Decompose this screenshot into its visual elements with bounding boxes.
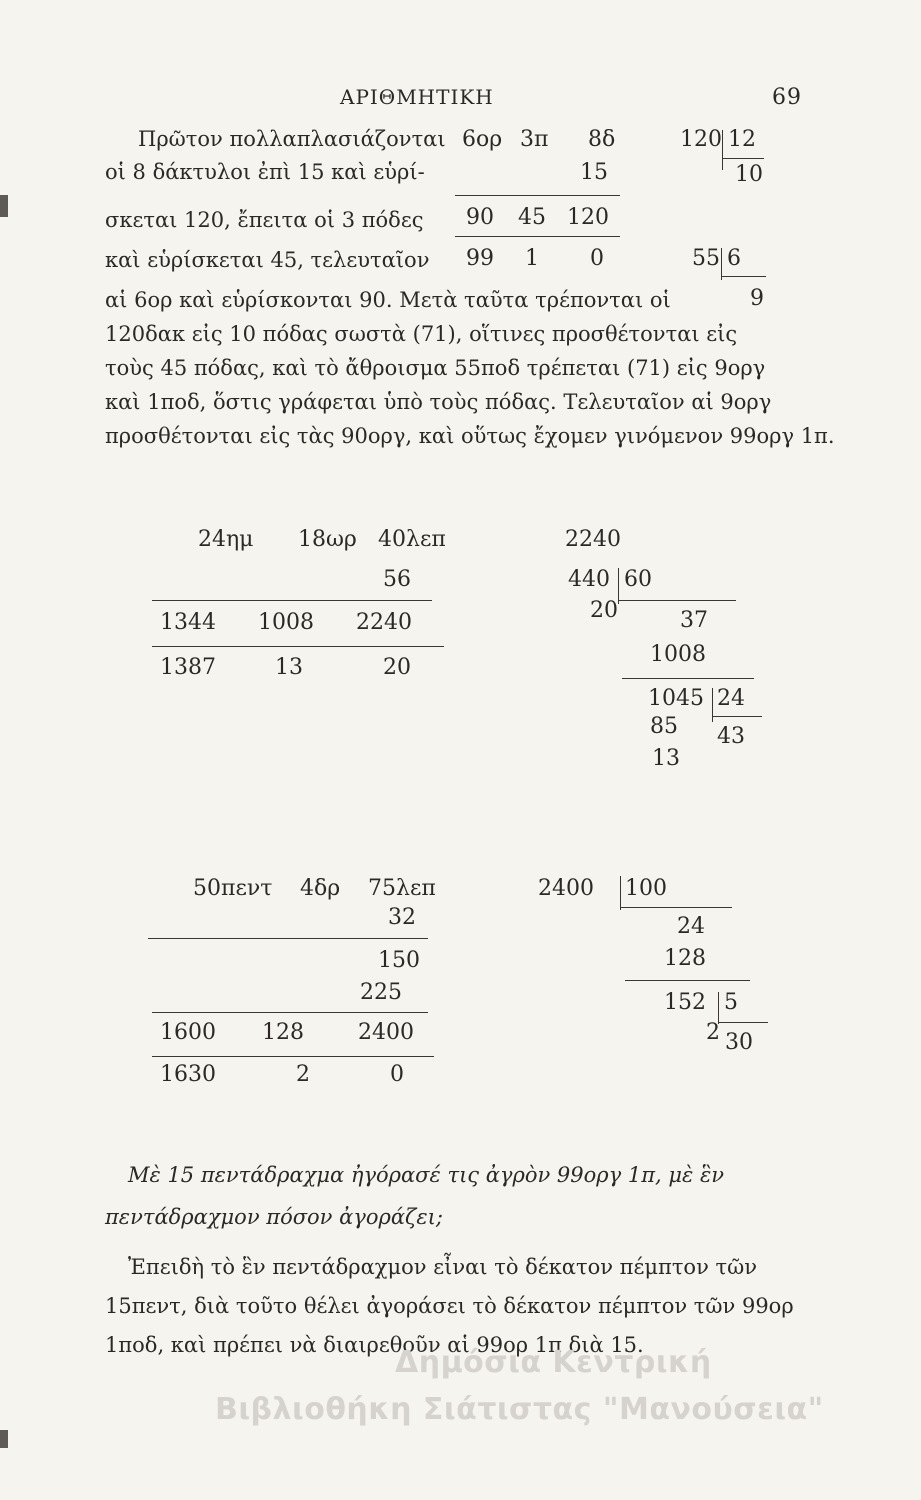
division-rule xyxy=(721,276,766,277)
div2-quotient: 37 xyxy=(680,608,708,633)
calc1-rule xyxy=(455,195,620,196)
div3-dividend: 2400 xyxy=(538,876,594,901)
div3-divisor: 5 xyxy=(724,990,738,1015)
div2-dividend: 2240 xyxy=(565,527,621,552)
intro-line: καὶ 1ποδ, ὅστις γράφεται ὑπὸ τοὺς πόδας. Τελευταῖον αἱ 9οργ xyxy=(105,390,772,414)
div3-divisor: 100 xyxy=(625,876,667,901)
calc3-partial: 2400 xyxy=(358,1020,414,1045)
intro-line: αἱ 6ορ καὶ εὑρίσκονται 90. Μετὰ ταῦτα τρέπονται οἱ xyxy=(105,288,671,312)
calc3-rule xyxy=(148,938,428,939)
calc3-subpartial: 150 xyxy=(378,948,420,973)
div2-divisor: 60 xyxy=(624,567,652,592)
page-edge-mark xyxy=(0,195,8,217)
calc3-rule xyxy=(152,1012,428,1013)
division-bar xyxy=(620,876,621,910)
calc1-quotient: 9 xyxy=(750,286,764,311)
calc3-partial: 1600 xyxy=(160,1020,216,1045)
calc2-cell: 24ημ xyxy=(198,527,254,552)
calc3-cell: 50πεντ xyxy=(193,876,273,901)
calc1-dividend: 120 xyxy=(680,127,722,152)
div2-quotient: 43 xyxy=(717,724,745,749)
calc3-result: 0 xyxy=(390,1062,404,1087)
page-edge-mark xyxy=(0,1430,8,1448)
intro-line: Πρῶτον πολλαπλασιάζονται xyxy=(138,127,446,151)
calc2-partial: 2240 xyxy=(356,610,412,635)
calc3-partial: 128 xyxy=(262,1020,304,1045)
calc3-multiplier: 32 xyxy=(388,905,416,930)
calc2-result: 13 xyxy=(275,655,303,680)
calc3-rule xyxy=(152,1056,434,1057)
intro-line: οἱ 8 δάκτυλοι ἐπὶ 15 καὶ εὑρί- xyxy=(105,160,425,184)
division-rule xyxy=(718,1022,768,1023)
division-bar xyxy=(618,568,619,604)
calc2-partial: 1344 xyxy=(160,610,216,635)
calc1-result: 99 xyxy=(466,246,494,271)
problem-answer: 15πεντ, διὰ τοῦτο θέλει ἀγοράσει τὸ δέκατον πέμπτον τῶν 99ορ xyxy=(105,1294,794,1318)
calc2-result: 1387 xyxy=(160,655,216,680)
calc2-cell: 40λεπ xyxy=(378,527,446,552)
calc3-cell: 4δρ xyxy=(300,876,341,901)
div3-quotient: 24 xyxy=(677,914,705,939)
division-rule xyxy=(722,158,764,159)
intro-line: τοὺς 45 πόδας, καὶ τὸ ἄθροισμα 55ποδ τρέπεται (71) εἰς 9οργ xyxy=(105,356,766,380)
calc1-cell: 8δ xyxy=(588,127,616,152)
calc1-partial: 45 xyxy=(518,205,546,230)
library-watermark: Δημόσια Κεντρική xyxy=(395,1345,712,1380)
problem-answer: 1ποδ, καὶ πρέπει νὰ διαιρεθοῦν αἱ 99ορ 1π διὰ 15. xyxy=(105,1333,644,1357)
calc3-cell: 75λεπ xyxy=(368,876,436,901)
division-bar xyxy=(722,130,723,170)
calc3-result: 1630 xyxy=(160,1062,216,1087)
intro-line: 120δακ εἰς 10 πόδας σωστὰ (71), οἵτινες προσθέτονται εἰς xyxy=(105,322,738,346)
running-title: ΑΡΙΘΜΗΤΙΚΗ xyxy=(340,85,494,109)
calc2-cell: 18ωρ xyxy=(298,527,357,552)
div3-addend: 128 xyxy=(664,946,706,971)
calc1-partial: 120 xyxy=(567,205,609,230)
calc1-cell: 3π xyxy=(520,127,549,152)
calc2-result: 20 xyxy=(383,655,411,680)
div2-sum: 1045 xyxy=(648,686,704,711)
div2-divisor: 24 xyxy=(717,686,745,711)
div3-remainder: 2 xyxy=(706,1020,720,1045)
calc2-rule xyxy=(152,600,432,601)
div2-remainder: 20 xyxy=(590,598,618,623)
calc2-partial: 1008 xyxy=(258,610,314,635)
calc1-partial: 90 xyxy=(466,205,494,230)
division-rule xyxy=(712,716,762,717)
calc1-dividend: 55 xyxy=(692,246,720,271)
intro-line: προσθέτονται εἰς τὰς 90οργ, καὶ οὕτως ἔχομεν γινόμενον 99οργ 1π. xyxy=(105,424,835,448)
calc1-divisor: 6 xyxy=(727,246,741,271)
intro-line: καὶ εὑρίσκεται 45, τελευταῖον xyxy=(105,248,430,272)
calc1-cell: 6ορ xyxy=(462,127,503,152)
calc3-subpartial: 225 xyxy=(360,980,402,1005)
div3-sum: 152 xyxy=(664,990,706,1015)
calc2-multiplier: 56 xyxy=(383,567,411,592)
calc1-result: 0 xyxy=(590,246,604,271)
div2-addend: 1008 xyxy=(650,642,706,667)
calc2-rule xyxy=(152,646,444,647)
div3-quotient: 30 xyxy=(725,1030,753,1055)
div3-rule xyxy=(625,980,750,981)
calc1-rule xyxy=(455,236,620,237)
division-rule xyxy=(618,600,736,601)
problem-answer: Ἐπειδὴ τὸ ἓν πεντάδραχμον εἶναι τὸ δέκατον πέμπτον τῶν xyxy=(128,1255,758,1279)
intro-line: σκεται 120, ἔπειτα οἱ 3 πόδες xyxy=(105,208,424,232)
div2-rule xyxy=(622,678,754,679)
div2-step: 85 xyxy=(650,714,678,739)
division-rule xyxy=(620,907,732,908)
calc1-divisor: 12 xyxy=(728,127,756,152)
calc1-result: 1 xyxy=(525,246,539,271)
problem-question: Μὲ 15 πεντάδραχμα ἠγόρασέ τις ἀγρὸν 99οργ 1π, μὲ ἓν xyxy=(128,1163,724,1187)
div2-step: 440 xyxy=(568,567,610,592)
problem-question: πεντάδραχμον πόσον ἀγοράζει; xyxy=(105,1205,443,1229)
page-number: 69 xyxy=(772,85,802,110)
calc1-multiplier: 15 xyxy=(580,160,608,185)
calc3-result: 2 xyxy=(296,1062,310,1087)
div2-remainder: 13 xyxy=(652,746,680,771)
library-watermark: Βιβλιοθήκη Σιάτιστας "Μανούσεια" xyxy=(215,1392,824,1427)
calc1-quotient: 10 xyxy=(735,162,763,187)
